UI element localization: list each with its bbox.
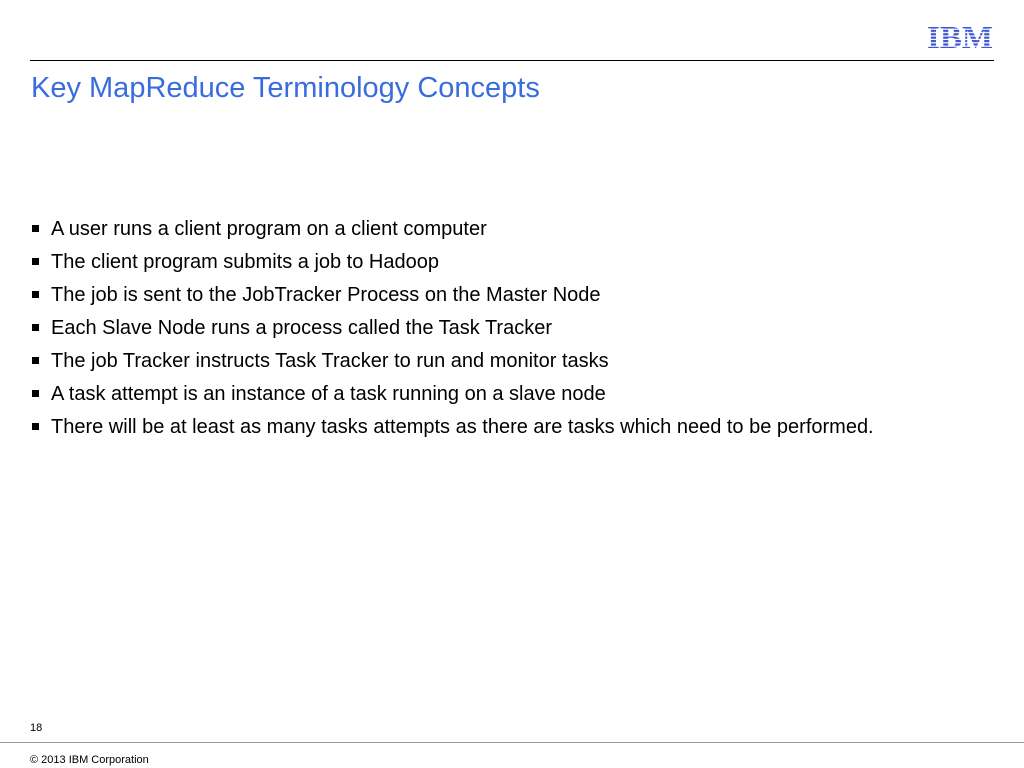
bullet-text: Each Slave Node runs a process called the Task Tracker	[51, 317, 552, 339]
bullet-text: A user runs a client program on a client computer	[51, 218, 487, 240]
bullet-list	[30, 215, 910, 446]
bullet-item	[30, 413, 910, 441]
slide-title: Key MapReduce Terminology Concepts	[31, 72, 540, 104]
svg-text:IBM: IBM	[927, 23, 993, 50]
bullet-item	[30, 347, 910, 375]
ibm-logo-icon	[926, 23, 994, 50]
bullet-item	[30, 380, 910, 408]
bullet-text: The job Tracker instructs Task Tracker to run and monitor tasks	[51, 350, 609, 372]
header-divider	[30, 60, 994, 61]
square-bullet-icon	[32, 324, 39, 331]
bullet-text: The client program submits a job to Hadoop	[51, 251, 439, 273]
bullet-item	[30, 281, 910, 309]
bullet-item	[30, 314, 910, 342]
footer-divider	[0, 742, 1024, 743]
square-bullet-icon	[32, 423, 39, 430]
bullet-text: The job is sent to the JobTracker Process on the Master Node	[51, 284, 601, 306]
square-bullet-icon	[32, 225, 39, 232]
bullet-text: A task attempt is an instance of a task running on a slave node	[51, 383, 606, 405]
square-bullet-icon	[32, 390, 39, 397]
square-bullet-icon	[32, 258, 39, 265]
bullet-text: There will be at least as many tasks attempts as there are tasks which need to be performed.	[51, 416, 874, 438]
bullet-item	[30, 248, 910, 276]
copyright-notice: © 2013 IBM Corporation	[30, 754, 149, 766]
page-number: 18	[30, 722, 43, 734]
bullet-item	[30, 215, 910, 243]
square-bullet-icon	[32, 357, 39, 364]
square-bullet-icon	[32, 291, 39, 298]
